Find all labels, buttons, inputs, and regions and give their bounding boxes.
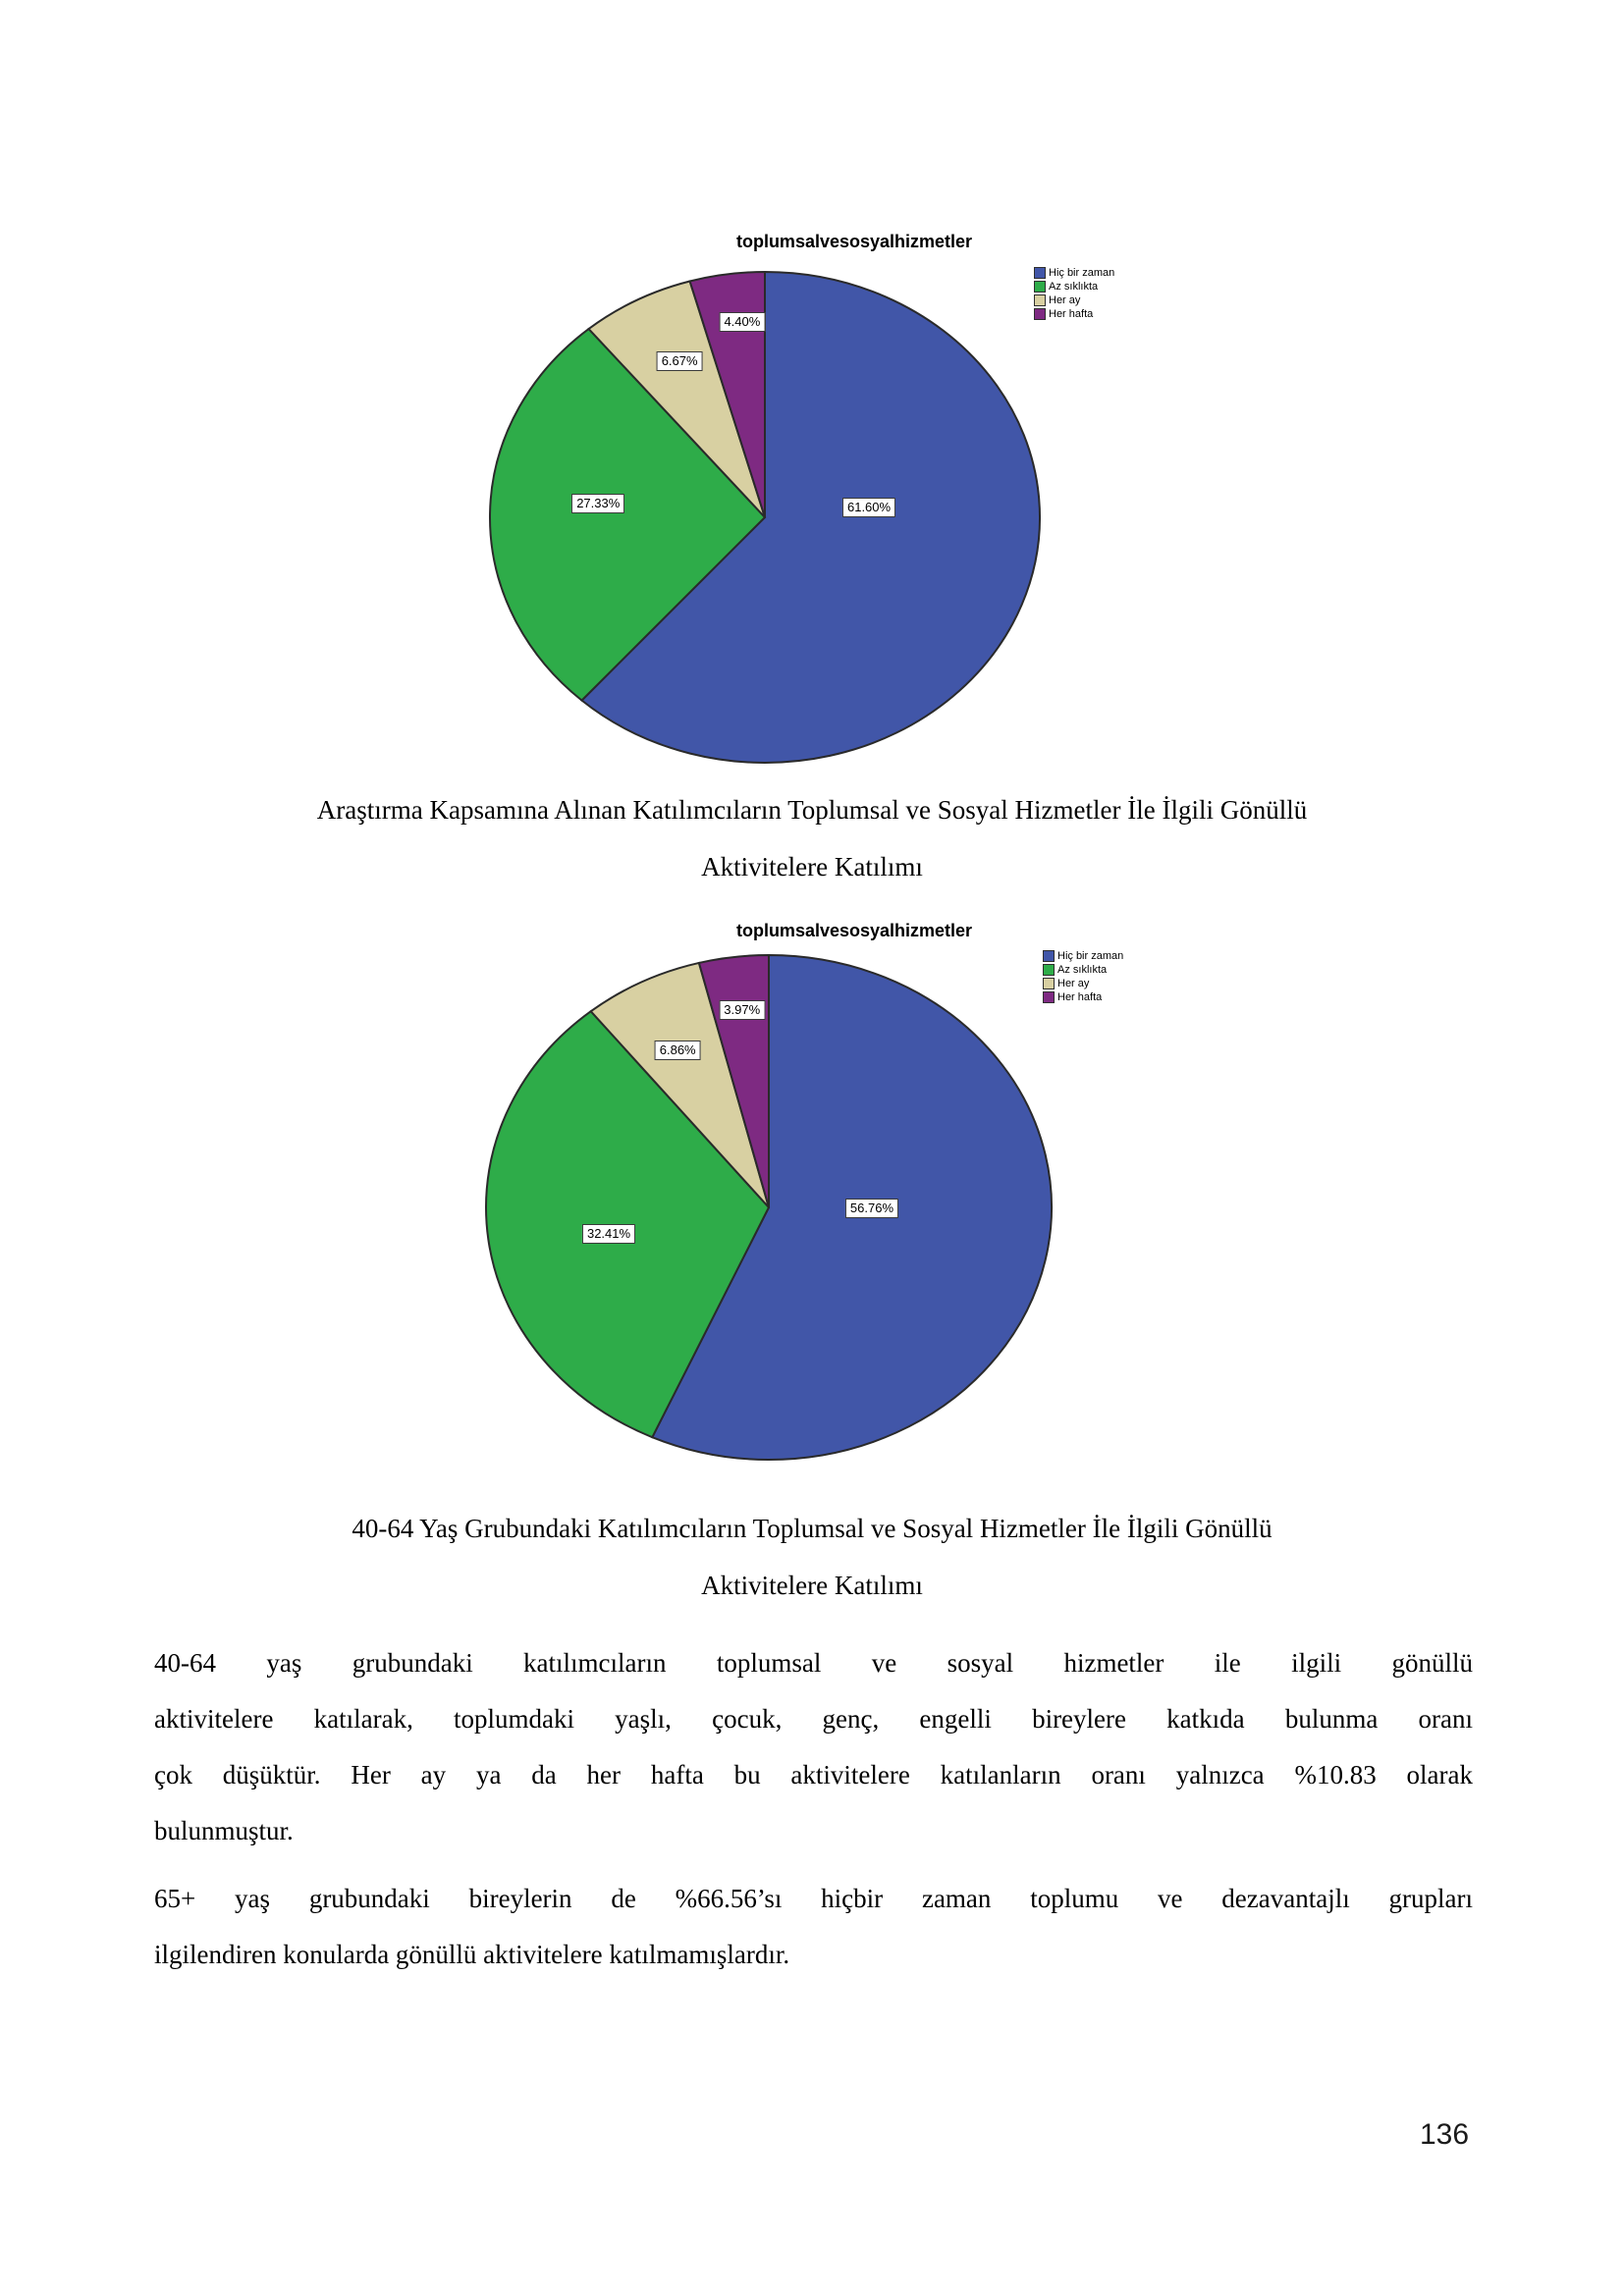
chart1-legend xyxy=(1034,266,1114,321)
legend-item xyxy=(1034,307,1114,321)
text-line: Aktivitelere Katılımı xyxy=(701,852,923,881)
legend-swatch-icon xyxy=(1034,281,1046,293)
legend-label: Her hafta xyxy=(1057,991,1103,1003)
legend-item xyxy=(1034,280,1114,294)
pie-chart-2-canvas xyxy=(484,953,1054,1462)
text-line: Araştırma Kapsamına Alınan Katılımcıların Toplumsal ve Sosyal Hizmetler İle İlgili Gönüllü xyxy=(316,795,1308,825)
text-line: 65+ yaş grubundaki bireylerin de %66.56’sı hiçbir zaman toplumu ve dezavantajlı grupları xyxy=(154,1884,1473,1913)
pie-slice-label: 4.40% xyxy=(719,312,765,332)
text-line: Aktivitelere Katılımı xyxy=(701,1571,923,1600)
legend-label: Her ay xyxy=(1057,978,1090,989)
legend-swatch-icon xyxy=(1043,978,1055,989)
legend-item xyxy=(1043,977,1123,990)
figure2-caption xyxy=(154,1500,1470,1614)
legend-swatch-icon xyxy=(1043,991,1055,1003)
legend-label: Az sıklıkta xyxy=(1049,281,1099,293)
body-paragraph-1 xyxy=(154,1635,1473,1859)
text-line: 40-64 Yaş Grubundaki Katılımcıların Toplumsal ve Sosyal Hizmetler İle İlgili Gönüllü xyxy=(352,1514,1272,1543)
chart2-title: toplumsalvesosyalhizmetler xyxy=(735,921,973,940)
pie-slice-label: 61.60% xyxy=(842,498,895,517)
chart2-legend xyxy=(1043,949,1123,1004)
figure1-caption xyxy=(154,781,1470,895)
pie-slice-label: 27.33% xyxy=(571,494,624,513)
pie-slice-label: 6.86% xyxy=(655,1041,701,1060)
text-line: çok düşüktür. Her ay ya da her hafta bu aktivitelere katılanların oranı yalnızca %10.83 olarak xyxy=(154,1760,1473,1789)
legend-swatch-icon xyxy=(1043,950,1055,962)
legend-swatch-icon xyxy=(1034,267,1046,279)
legend-swatch-icon xyxy=(1034,308,1046,320)
pie-slice-label: 56.76% xyxy=(845,1199,898,1218)
legend-item xyxy=(1043,949,1123,963)
legend-label: Her hafta xyxy=(1049,308,1094,320)
chart1-title: toplumsalvesosyalhizmetler xyxy=(735,232,973,251)
pie-slice-label: 6.67% xyxy=(657,351,703,371)
pie-chart-1 xyxy=(488,270,1042,765)
page-number: 136 xyxy=(1419,2118,1470,2151)
legend-item xyxy=(1034,294,1114,307)
legend-item xyxy=(1043,990,1123,1004)
pie-slice-label: 32.41% xyxy=(582,1224,635,1244)
legend-item xyxy=(1034,266,1114,280)
legend-item xyxy=(1043,963,1123,977)
legend-label: Az sıklıkta xyxy=(1057,964,1108,976)
legend-label: Hiç bir zaman xyxy=(1057,950,1124,962)
legend-swatch-icon xyxy=(1043,964,1055,976)
pie-chart-1-canvas xyxy=(488,270,1042,765)
text-line: aktivitelere katılarak, toplumdaki yaşlı, çocuk, genç, engelli bireylere katkıda bulunma oranı xyxy=(154,1704,1473,1734)
text-line: ilgilendiren konularda gönüllü aktivitelere katılmamışlardır. xyxy=(154,1940,790,1969)
legend-swatch-icon xyxy=(1034,294,1046,306)
legend-label: Her ay xyxy=(1049,294,1081,306)
text-line: bulunmuştur. xyxy=(154,1816,294,1845)
pie-chart-2 xyxy=(484,953,1054,1462)
pie-slice-label: 3.97% xyxy=(719,1000,765,1020)
body-paragraph-2 xyxy=(154,1871,1473,1983)
text-line: 40-64 yaş grubundaki katılımcıların toplumsal ve sosyal hizmetler ile ilgili gönüllü xyxy=(154,1648,1473,1678)
legend-label: Hiç bir zaman xyxy=(1049,267,1115,279)
